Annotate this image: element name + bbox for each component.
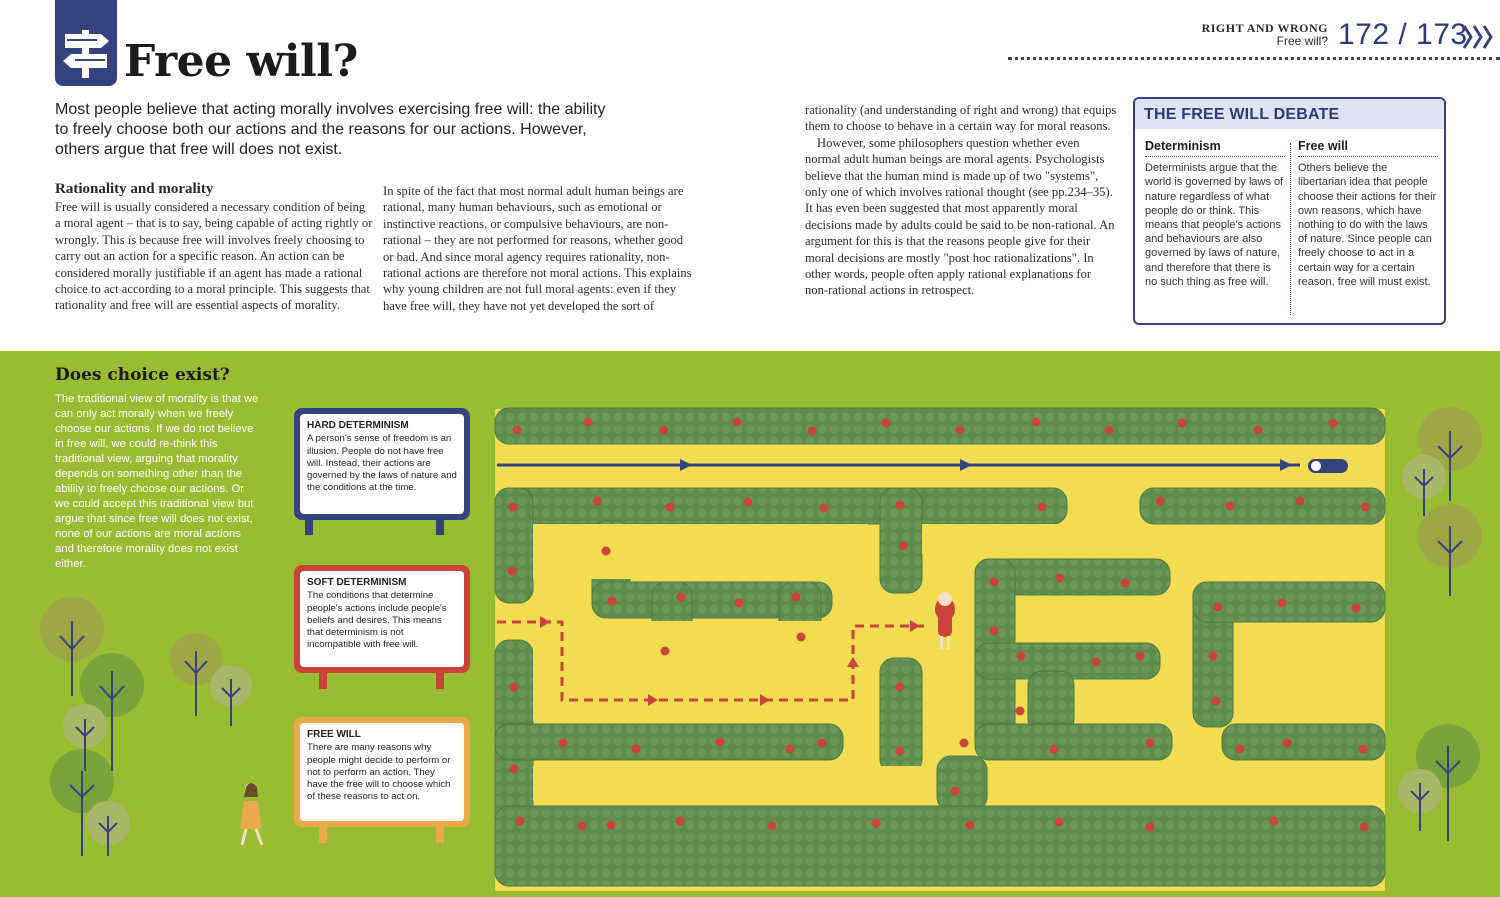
- trees-left: [40, 597, 252, 856]
- page-numbers: 172 / 173: [1338, 18, 1468, 51]
- determinism-text: Determinists argue that the world is governed by laws of nature regardless of what people do or think. This means that people's actions and behaviours are also governed by laws of nature, and therefore that there is no such thing as free will.: [1145, 162, 1284, 288]
- hard-determinism-title: HARD DETERMINISM: [307, 420, 409, 431]
- rationality-paragraph-4: However, some philosophers question whether even normal adult human beings are moral agents. Psychologists believe that the human mind is made up of two "systems", only one of which involves rational thought (see pp.234–35). It has even been suggested that most apparently moral decisions made by adults could be said to be non-rational. An argument for this is that the reasons people give for their moral decisions are mostly "post hoc rationalizations". In other words, people often apply rational explanations for non-rational actions in retrospect.: [805, 135, 1115, 298]
- rationality-paragraph-2: In spite of the fact that most normal adult human beings are rational, many human behaviours, such as emotional or instinctive reactions, or compulsive behaviours, are non-rational – they are not performed for reasons, whether good or bad. And since moral agency requires rationality, non-rational actions are therefore not moral actions. This explains why young children are not full moral agents: even if they have free will, they have not yet developed the sort of: [383, 184, 692, 313]
- hard-determinism-sign: [294, 408, 470, 520]
- text-column-1: [55, 181, 373, 314]
- section-name: RIGHT AND WRONG: [1201, 21, 1328, 35]
- text-column-2: [383, 183, 693, 314]
- debate-title: THE FREE WILL DEBATE: [1135, 99, 1444, 129]
- free-will-sign-text: There are many reasons why people might decide to perform or not to perform an action. They have the free will to choose which of these reasons to act on.: [307, 742, 451, 803]
- determinism-column: [1145, 139, 1285, 289]
- walking-person: [240, 783, 262, 845]
- chevrons-icon: [1462, 25, 1500, 54]
- chapter-name: Free will?: [1276, 33, 1328, 48]
- free-will-sign: [294, 717, 470, 827]
- choice-heading: Does choice exist?: [55, 365, 230, 385]
- trees-right: [1398, 407, 1482, 841]
- hard-determinism-text: A person's sense of freedom is an illusion. People do not have free will. Instead, their actions are governed by the laws of nature and the conditions at the time.: [307, 433, 457, 494]
- rationality-paragraph-3: rationality (and understanding of right and wrong) that equips them to choose to behave in a certain way for moral reasons.: [805, 103, 1117, 134]
- freewill-column: [1298, 139, 1438, 289]
- freewill-heading: Free will: [1298, 139, 1438, 157]
- running-head: [1202, 22, 1328, 47]
- header-rule: [1008, 57, 1500, 60]
- soft-determinism-text: The conditions that determine people's actions include people's beliefs and desires. This means that determinism is not incompatible with free will.: [307, 590, 447, 651]
- freewill-text: Others believe the libertarian idea that people choose their actions for their own reasons, which have nothing to do with the laws of nature. Since people can freely choose to act in a certain way for a certain reason, free will must exist.: [1298, 162, 1437, 288]
- text-column-3: [805, 102, 1117, 299]
- soft-determinism-title: SOFT DETERMINISM: [307, 577, 407, 588]
- choice-text: The traditional view of morality is that we can only act morally when we freely choose our actions. If we do not believe in free will, we could re-think this traditional view, arguing that morality depends on something other than the ability to freely choose our actions. Or we could accept this traditional view but argue that since free will does not exist, none of our actions are moral actions and therefore morality does not exist either.: [55, 393, 259, 570]
- intro-paragraph: Most people believe that acting morally involves exercising free will: the ability to freely choose both our actions and the reasons for our actions. However, others argue that free will does not exist.: [55, 101, 606, 158]
- choice-panel: [0, 351, 1500, 897]
- rationality-paragraph-1: Free will is usually considered a necessary condition of being a moral agent – that is to say, being capable of acting rightly or wrongly. This is because free will involves freely choosing to carry out an action for a specific reason. An action can be considered morally justifiable if an agent has made a rational choice to act according to a moral principle. This suggests that rationality and free will are essential aspects of morality.: [55, 200, 373, 313]
- determinism-heading: Determinism: [1145, 139, 1285, 157]
- soft-determinism-sign: [294, 565, 470, 673]
- signpost-icon: [55, 0, 117, 86]
- debate-divider: [1290, 143, 1291, 315]
- rationality-heading: Rationality and morality: [55, 181, 214, 197]
- free-will-sign-title: FREE WILL: [307, 729, 361, 740]
- free-will-debate-box: [1133, 97, 1446, 325]
- page-title: Free will?: [124, 36, 358, 87]
